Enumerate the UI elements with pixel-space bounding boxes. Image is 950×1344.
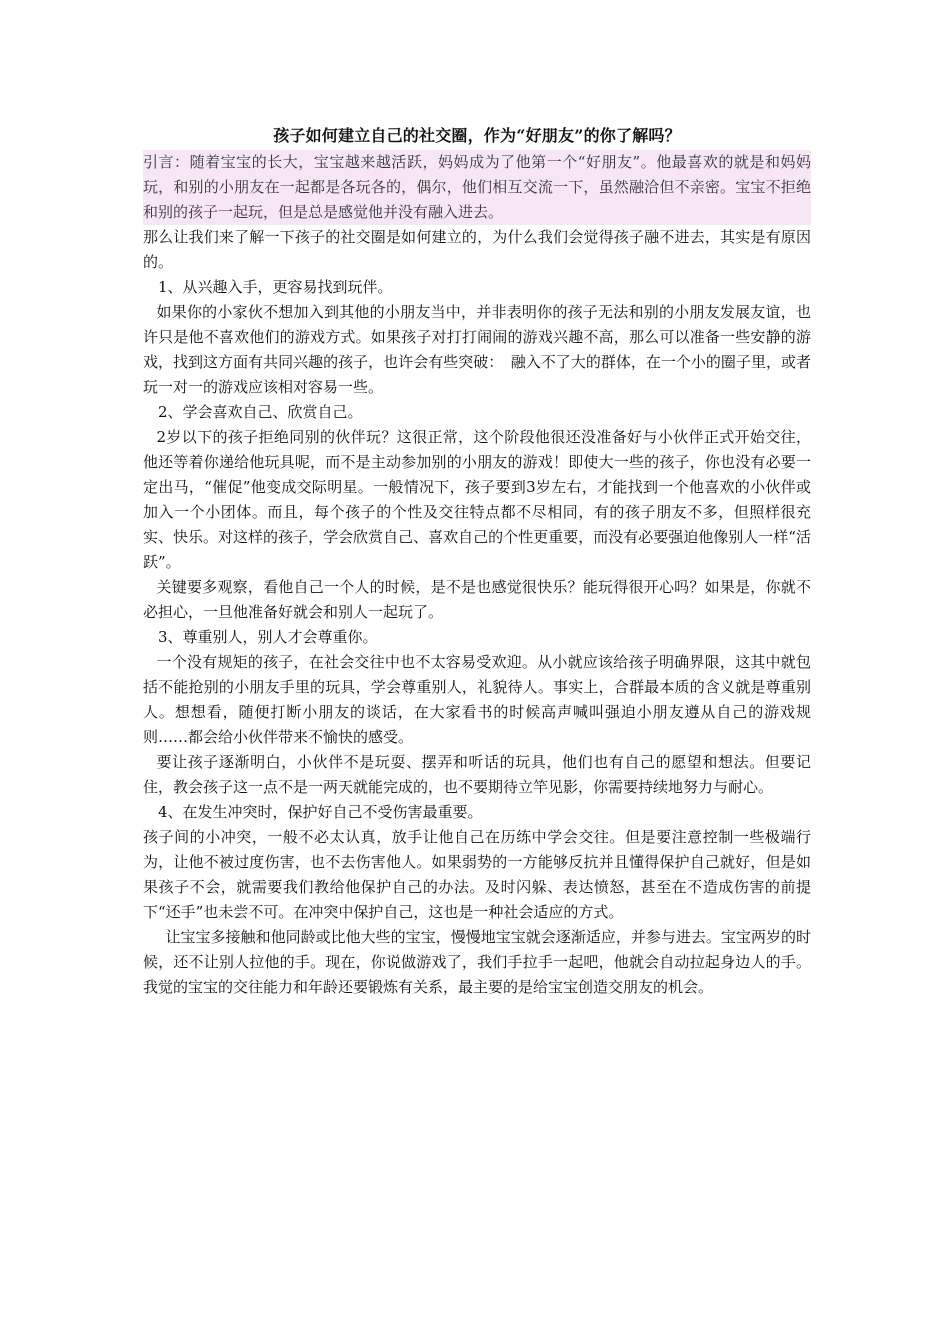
section-4-heading: 4、在发生冲突时，保护好自己不受伤害最重要。 [158,803,483,821]
document-body [143,122,811,1000]
section-2-paragraph-1: 2岁以下的孩子拒绝同别的伙伴玩？这很正常，这个阶段他很还没准备好与小伙伴正式开始交往，他还等着你递给他玩具呢，而不是主动参加别的小朋友的游戏！即使大一些的孩子，你也没有必要一定出马，“催促”他变成交际明星。一般情况下，孩子要到3岁左右，才能找到一个他喜欢的小伙伴或加入一个小团体。而且，每个孩子的个性及交往特点都不尽相同，有的孩子朋友不多，但照样很充实、快乐。对这样的孩子，学会欣赏自己、喜欢自己的个性更重要，而没有必要强迫他像别人一样“活跃”。 [143,428,811,571]
section-3-paragraph-1: 一个没有规矩的孩子，在社会交往中也不太容易受欢迎。从小就应该给孩子明确界限，这其中就包括不能抢别的小朋友手里的玩具，学会尊重别人，礼貌待人。事实上，合群最本质的含义就是尊重别人。想想看，随便打断小朋友的谈话，在大家看书的时候高声喊叫强迫小朋友遵从自己的游戏规则……都会给小伙伴带来不愉快的感受。 [143,653,811,746]
lead-paragraph: 那么让我们来了解一下孩子的社交圈是如何建立的，为什么我们会觉得孩子融不进去，其实是有原因的。 [143,228,811,271]
section-2-paragraph-2: 关键要多观察，看他自己一个人的时候，是不是也感觉很快乐？能玩得很开心吗？如果是，你就不必担心，一旦他准备好就会和别人一起玩了。 [143,578,811,621]
section-3-paragraph-2: 要让孩子逐渐明白，小伙伴不是玩耍、摆弄和听话的玩具，他们也有自己的愿望和想法。但要记住，教会孩子这一点不是一两天就能完成的，也不要期待立竿见影，你需要持续地努力与耐心。 [143,753,811,796]
section-1-heading: 1、从兴趣入手，更容易找到玩伴。 [158,278,393,296]
section-3-heading: 3、尊重别人，别人才会尊重你。 [158,628,378,646]
section-1-paragraph: 如果你的小家伙不想加入到其他的小朋友当中，并非表明你的孩子无法和别的小朋友发展友谊，也许只是他不喜欢他们的游戏方式。如果孩子对打打闹闹的游戏兴趣不高，那么可以准备一些安静的游戏，找到这方面有共同兴趣的孩子，也许会有些突破： 融入不了大的群体，在一个小的圈子里，或者玩一对一的游戏应该相对容易一些。 [143,303,811,396]
intro-paragraph: 引言：随着宝宝的长大，宝宝越来越活跃，妈妈成为了他第一个“好朋友”。他最喜欢的就是和妈妈玩，和别的小朋友在一起都是各玩各的，偶尔，他们相互交流一下，虽然融洽但不亲密。宝宝不拒绝和别的孩子一起玩，但是总是感觉他并没有融入进去。 [143,150,811,225]
closing-paragraph: 让宝宝多接触和他同龄或比他大些的宝宝，慢慢地宝宝就会逐渐适应，并参与进去。宝宝两岁的时候，还不让别人拉他的手。现在，你说做游戏了，我们手拉手一起吧，他就会自动拉起身边人的手。我觉的宝宝的交往能力和年龄还要锻炼有关系，最主要的是给宝宝创造交朋友的机会。 [143,928,811,996]
section-2-heading: 2、学会喜欢自己、欣赏自己。 [158,403,363,421]
section-4-paragraph: 孩子间的小冲突，一般不必太认真，放手让他自己在历练中学会交往。但是要注意控制一些极端行为，让他不被过度伤害，也不去伤害他人。如果弱势的一方能够反抗并且懂得保护自己就好，但是如果孩子不会，就需要我们教给他保护自己的办法。及时闪躲、表达愤怒，甚至在不造成伤害的前提下“还手”也未尝不可。在冲突中保护自己，这也是一种社会适应的方式。 [143,828,811,921]
document-title: 孩子如何建立自己的社交圈，作为“好朋友”的你了解吗？ [273,126,681,145]
